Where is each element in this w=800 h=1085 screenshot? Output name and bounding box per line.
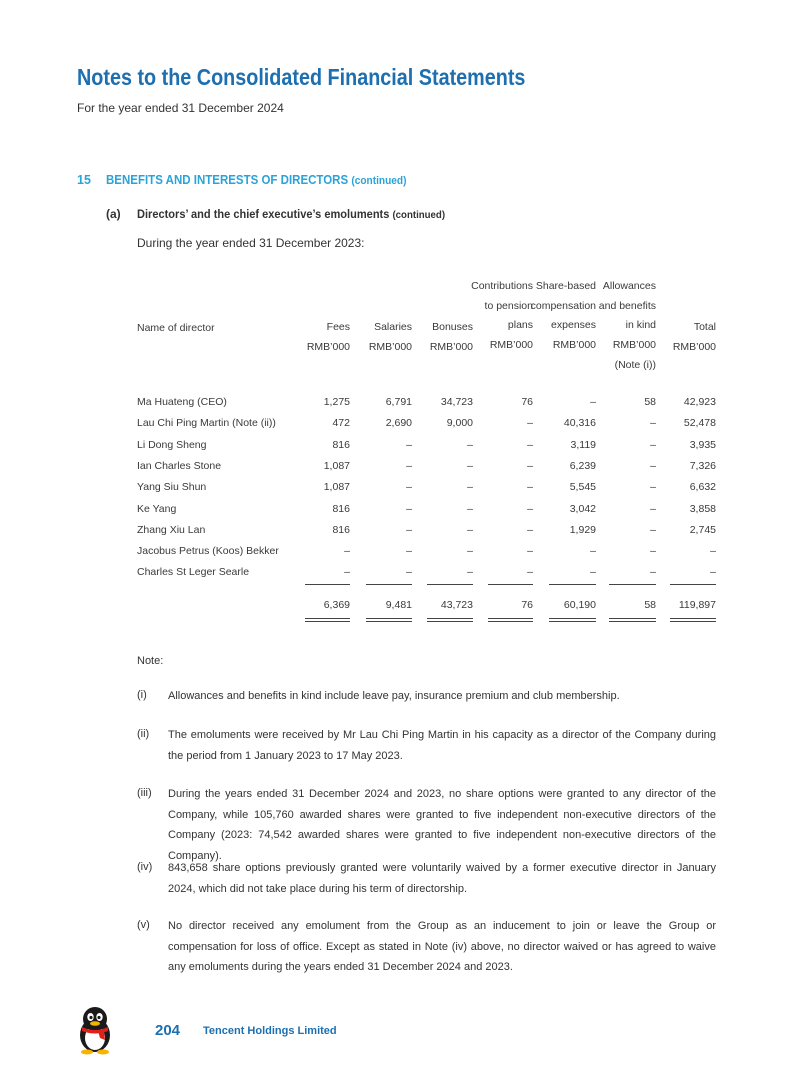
qq-penguin-icon: [74, 1005, 116, 1055]
total-allowances: 58: [644, 599, 656, 611]
director-name: Yang Siu Shun: [137, 481, 207, 494]
cell-share: –: [590, 545, 596, 558]
cell-fees: –: [344, 545, 350, 558]
cell-bonuses: –: [467, 502, 473, 515]
cell-share: 5,545: [569, 481, 596, 494]
cell-bonuses: 9,000: [446, 417, 473, 430]
total-rule-bottom: [427, 621, 473, 622]
note-text: The emoluments were received by Mr Lau Chi Ping Martin in his capacity as a director of the Company during the period from 1 January 2023 to 17 May 2023.: [168, 729, 716, 762]
header-pension-line1: Contributions: [471, 280, 533, 292]
director-name: Ma Huateng (CEO): [137, 396, 227, 408]
cell-fees: 1,087: [323, 481, 350, 494]
total-rule-top: [609, 618, 656, 619]
header-allowances-unit: RMB’000: [612, 339, 656, 352]
header-allowances-line1: Allowances: [602, 280, 656, 292]
page-subtitle: For the year ended 31 December 2024: [77, 101, 284, 115]
note-marker: (iv): [137, 861, 153, 873]
total-bonuses: 43,723: [440, 599, 473, 611]
cell-salaries: –: [406, 438, 412, 451]
header-bonuses-unit: RMB’000: [429, 340, 473, 353]
director-name: Ke Yang: [137, 502, 177, 515]
total-share: 60,190: [563, 599, 596, 611]
note-text: No director received any emolument from the Group as an inducement to join or leave the Group or compensation for loss of office. Except as stated in Note (iv) above, no director waived or has agreed to waive any emoluments during the years ended 31 December 2024 and 2023.: [168, 920, 716, 973]
cell-bonuses: –: [467, 438, 473, 451]
section-number: 15: [77, 173, 91, 187]
note-marker: (iii): [137, 787, 152, 799]
total-total: 119,897: [678, 599, 716, 611]
director-name: Ian Charles Stone: [137, 459, 222, 472]
cell-pension: 76: [521, 396, 533, 408]
header-pension-line2: to pension: [484, 299, 533, 312]
cell-share: –: [590, 396, 596, 408]
subtotal-rule: [609, 584, 656, 585]
header-bonuses-line: Bonuses: [432, 321, 473, 333]
cell-salaries: –: [406, 566, 412, 579]
cell-allowances: –: [650, 459, 656, 472]
subsection-title-text: Directors’ and the chief executive’s emoluments: [137, 207, 390, 221]
header-salaries-line: Salaries: [374, 321, 412, 333]
cell-bonuses: –: [467, 459, 473, 472]
cell-allowances: –: [650, 523, 656, 536]
cell-allowances: –: [650, 545, 656, 558]
cell-pension: –: [527, 481, 533, 494]
cell-bonuses: –: [467, 481, 473, 494]
section-continued: (continued): [351, 175, 407, 187]
cell-bonuses: –: [467, 566, 473, 579]
cell-salaries: –: [406, 545, 412, 558]
total-pension: 76: [521, 599, 533, 611]
header-allowances-note: (Note (i)): [614, 358, 656, 371]
header-share-line2: compensation: [530, 299, 596, 312]
subtotal-rule: [670, 584, 716, 585]
header-share-unit: RMB’000: [552, 339, 596, 352]
cell-share: 3,119: [570, 438, 596, 451]
subtotal-rule: [366, 584, 412, 585]
cell-fees: 816: [332, 523, 350, 536]
cell-salaries: –: [406, 502, 412, 515]
cell-pension: –: [527, 523, 533, 536]
header-fees: [290, 318, 350, 357]
cell-bonuses: –: [467, 545, 473, 558]
cell-fees: 816: [332, 438, 350, 451]
note-text: During the years ended 31 December 2024 and 2023, no share options were granted to any director of the Company, while 105,760 awarded shares were granted to five independent non-executive directors of the Company (2023: 74,542 awarded shares were granted to five independent non-executive directors of the Company).: [168, 788, 716, 862]
cell-allowances: –: [650, 481, 656, 494]
table-intro: During the year ended 31 December 2023:: [137, 236, 365, 250]
cell-salaries: –: [406, 523, 412, 536]
subtotal-rule: [488, 584, 533, 585]
total-rule-bottom: [609, 621, 656, 622]
cell-fees: 816: [332, 502, 350, 515]
subsection-title: [137, 207, 445, 221]
header-total-line: Total: [693, 321, 716, 333]
header-share-line3: expenses: [551, 319, 596, 332]
section-title: [106, 173, 406, 187]
total-fees: 6,369: [323, 599, 350, 611]
cell-total: 52,478: [683, 417, 716, 430]
cell-pension: –: [527, 566, 533, 579]
company-name: Tencent Holdings Limited: [203, 1025, 337, 1037]
header-allowances-line2: and benefits: [598, 299, 656, 312]
header-salaries: [352, 318, 412, 357]
cell-pension: –: [527, 417, 533, 430]
cell-pension: –: [527, 502, 533, 515]
note-marker: (i): [137, 689, 147, 701]
note-text: Allowances and benefits in kind include leave pay, insurance premium and club membership.: [168, 690, 620, 702]
total-rule-top: [427, 618, 473, 619]
page-number: 204: [155, 1022, 181, 1039]
subtotal-rule: [549, 584, 596, 585]
total-rule-top: [305, 618, 350, 619]
header-fees-unit: RMB’000: [306, 340, 350, 353]
cell-bonuses: –: [467, 523, 473, 536]
total-rule-top: [366, 618, 412, 619]
cell-pension: –: [527, 438, 533, 451]
header-salaries-unit: RMB’000: [368, 340, 412, 353]
subsection-number: (a): [106, 207, 121, 221]
cell-fees: 472: [332, 417, 350, 430]
total-salaries: 9,481: [385, 599, 412, 611]
cell-bonuses: 34,723: [440, 396, 473, 408]
total-rule-top: [488, 618, 533, 619]
cell-salaries: –: [406, 481, 412, 494]
cell-allowances: –: [650, 566, 656, 579]
header-allowances-line3: in kind: [625, 319, 656, 332]
cell-pension: –: [527, 545, 533, 558]
header-total-unit: RMB’000: [672, 340, 716, 353]
subtotal-rule: [305, 584, 350, 585]
cell-total: 42,923: [683, 396, 716, 408]
cell-total: 3,858: [689, 502, 716, 515]
total-rule-bottom: [549, 621, 596, 622]
header-total: [646, 318, 716, 357]
cell-fees: –: [344, 566, 350, 579]
total-rule-bottom: [488, 621, 533, 622]
cell-salaries: 2,690: [385, 417, 412, 430]
cell-fees: 1,275: [323, 396, 350, 408]
director-name: Zhang Xiu Lan: [137, 523, 206, 536]
cell-allowances: 58: [644, 396, 656, 408]
subsection-continued: (continued): [392, 209, 446, 221]
total-rule-top: [549, 618, 596, 619]
section-title-text: BENEFITS AND INTERESTS OF DIRECTORS: [106, 173, 349, 187]
header-pension-unit: RMB’000: [489, 339, 533, 352]
header-share-line1: Share-based: [535, 280, 596, 292]
cell-allowances: –: [650, 438, 656, 451]
director-name: Lau Chi Ping Martin (Note (ii)): [137, 417, 276, 430]
cell-share: 6,239: [569, 459, 596, 472]
cell-total: 7,326: [689, 459, 716, 472]
header-fees-line: Fees: [326, 321, 350, 333]
cell-total: –: [710, 545, 716, 558]
cell-share: 40,316: [563, 417, 596, 430]
note-text: 843,658 share options previously granted were voluntarily waived by a former executive director in January 2024, which did not take place during his term of directorship.: [168, 862, 716, 895]
cell-share: 1,929: [569, 523, 596, 536]
director-name: Jacobus Petrus (Koos) Bekker: [137, 545, 279, 558]
cell-salaries: 6,791: [385, 396, 412, 408]
subtotal-rule: [427, 584, 473, 585]
note-marker: (v): [137, 919, 150, 931]
cell-total: 2,745: [689, 523, 716, 536]
total-rule-bottom: [670, 621, 716, 622]
cell-allowances: –: [650, 502, 656, 515]
director-name: Charles St Leger Searle: [137, 566, 250, 579]
header-pension-line3: plans: [507, 319, 533, 332]
total-rule-top: [670, 618, 716, 619]
header-pension: [463, 277, 533, 356]
cell-total: 6,632: [689, 481, 716, 494]
total-rule-bottom: [366, 621, 412, 622]
header-name: Name of director: [137, 322, 215, 334]
cell-fees: 1,087: [323, 459, 350, 472]
note-marker: (ii): [137, 728, 150, 740]
total-rule-bottom: [305, 621, 350, 622]
cell-total: 3,935: [689, 438, 716, 451]
notes-label: Note:: [137, 655, 164, 667]
cell-share: 3,042: [569, 502, 596, 515]
cell-pension: –: [527, 459, 533, 472]
cell-total: –: [710, 566, 716, 579]
cell-allowances: –: [650, 417, 656, 430]
cell-salaries: –: [406, 459, 412, 472]
page-title: Notes to the Consolidated Financial Statements: [77, 64, 526, 90]
cell-share: –: [590, 566, 596, 579]
director-name: Li Dong Sheng: [137, 438, 207, 451]
